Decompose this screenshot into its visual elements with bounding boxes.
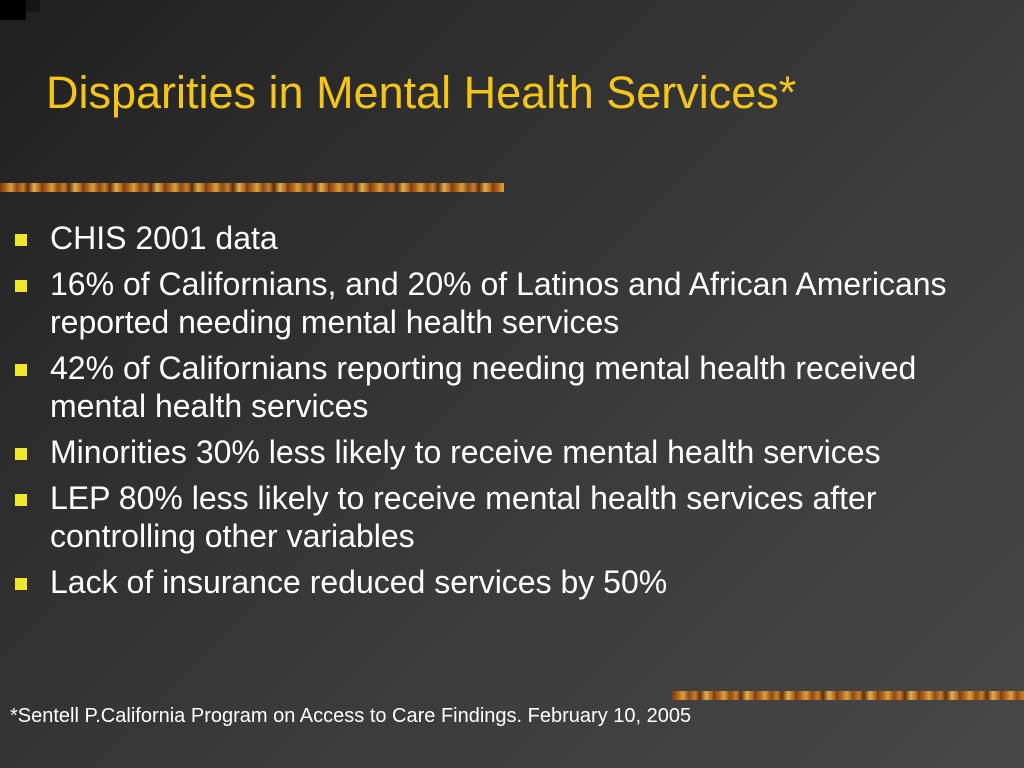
bullet-item bbox=[12, 563, 1002, 601]
square-bullet-icon bbox=[15, 234, 27, 246]
bullet-text: Lack of insurance reduced services by 50% bbox=[50, 564, 668, 600]
square-bullet-icon bbox=[15, 578, 27, 590]
bullet-item bbox=[12, 479, 1002, 555]
corner-decoration bbox=[0, 0, 26, 20]
bullet-list bbox=[12, 219, 1002, 609]
slide-title: Disparities in Mental Health Services* bbox=[46, 67, 797, 118]
bullet-item bbox=[12, 433, 1002, 471]
footer-divider bbox=[672, 691, 1024, 700]
bullet-item bbox=[12, 265, 1002, 341]
title-divider bbox=[0, 183, 504, 192]
bullet-text: 16% of Californians, and 20% of Latinos and African Americans reported needing mental health services bbox=[50, 266, 947, 340]
footnote: *Sentell P.California Program on Access to Care Findings. February 10, 2005 bbox=[10, 705, 692, 727]
square-bullet-icon bbox=[15, 364, 27, 376]
square-bullet-icon bbox=[15, 280, 27, 292]
square-bullet-icon bbox=[15, 448, 27, 460]
bullet-item bbox=[12, 219, 1002, 257]
bullet-text: LEP 80% less likely to receive mental health services after controlling other variables bbox=[50, 480, 877, 554]
bullet-item bbox=[12, 349, 1002, 425]
square-bullet-icon bbox=[15, 494, 27, 506]
bullet-text: Minorities 30% less likely to receive mental health services bbox=[50, 434, 881, 470]
bullet-text: 42% of Californians reporting needing mental health received mental health services bbox=[50, 350, 917, 424]
bullet-text: CHIS 2001 data bbox=[50, 220, 278, 256]
